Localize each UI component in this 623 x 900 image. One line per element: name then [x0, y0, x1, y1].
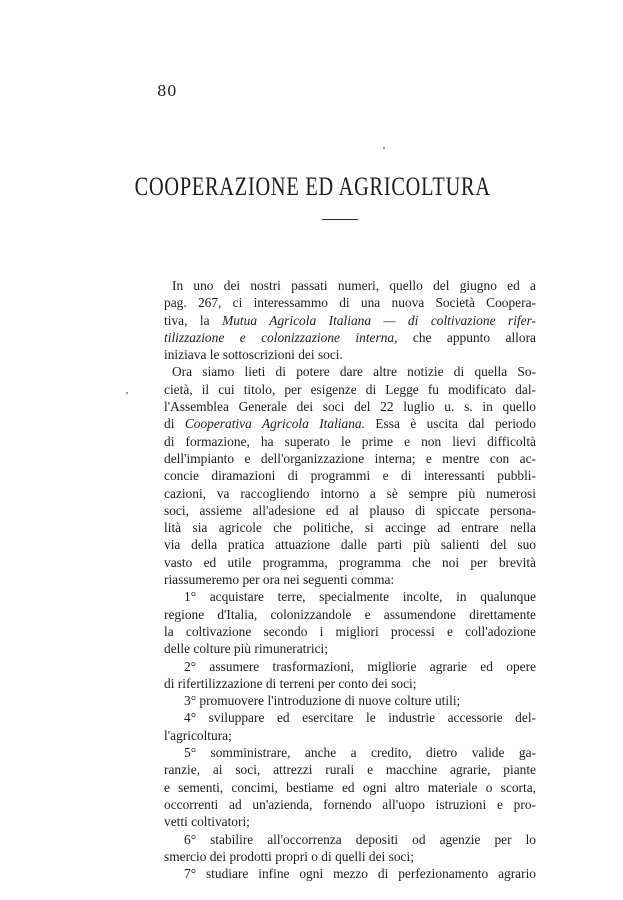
text-run: 3° promuovere l'introduzione di nuove colture utili;: [184, 693, 461, 709]
text-line: [164, 623, 536, 640]
text-run: regione d'Italia, colonizzandole e assumendone direttamente: [164, 606, 536, 622]
text-run: soci, assieme all'adesione ed al plauso di spiccate persona-: [164, 502, 536, 518]
text-line: [164, 761, 536, 778]
text-run: vetti coltivatori;: [164, 814, 250, 830]
text-run: cietà, il cui titolo, per esigenze di Legge fu modificato dal-: [164, 381, 536, 397]
text-line: [164, 571, 536, 588]
title-rule: [322, 219, 358, 220]
text-line: [164, 502, 536, 519]
text-run: Essa è uscita dal periodo: [364, 416, 536, 432]
text-line: [164, 848, 536, 865]
text-line: [164, 744, 536, 761]
text-line: [164, 536, 536, 553]
text-run: la coltivazione secondo i migliori processi e coll'adozione: [164, 623, 536, 639]
text-run: dell'impianto e dell'organizzazione interna; e mentre con ac-: [164, 450, 536, 466]
text-line: [164, 485, 536, 502]
text-line: [164, 779, 536, 796]
text-run: In uno dei nostri passati numeri, quello del giugno ed a: [172, 278, 536, 293]
text-line: [164, 294, 536, 311]
text-line: [164, 606, 536, 623]
text-run: 2° assumere trasformazioni, migliorie agrarie ed opere: [184, 658, 536, 674]
text-line: [164, 346, 536, 363]
text-line: [164, 433, 536, 450]
text-line: [164, 415, 536, 432]
text-run: che appunto allora: [397, 329, 536, 345]
text-line: [164, 709, 536, 726]
italic-text: Mutua Agricola Italiana — di coltivazione rifer-: [222, 312, 537, 328]
italic-text: tilizzazione e colonizzazione interna,: [164, 329, 398, 345]
text-run: di formazione, ha superato le prime e non lievi difficoltà: [164, 433, 536, 449]
text-line: [164, 865, 536, 882]
article-body: [164, 277, 536, 882]
text-run: vasto ed utile programma, programma che noi per brevità: [164, 554, 536, 570]
text-line: [164, 658, 536, 675]
article-title: COOPERAZIONE ED AGRICOLTURA: [134, 172, 491, 201]
text-line: [164, 312, 536, 329]
text-run: di rifertilizzazione di terreni per conto dei soci;: [164, 675, 417, 691]
text-line: [164, 329, 536, 346]
text-run: pag. 267, ci interessammo di una nuova Società Coopera-: [164, 295, 536, 311]
text-line: [164, 519, 536, 536]
text-run: lità sia agricole che politiche, si accinge ad entrare nella: [164, 520, 536, 536]
text-run: iniziava le sottoscrizioni dei soci.: [164, 347, 343, 363]
text-run: concie diramazioni di programmi e di interessanti pubbli-: [164, 468, 536, 484]
page-number: 80: [157, 82, 178, 100]
text-run: 7° studiare infine ogni mezzo di perfezionamento agrario: [184, 866, 536, 882]
text-run: cazioni, va raccogliendo intorno a sè sempre più numerosi: [164, 485, 536, 501]
speck: [126, 392, 128, 394]
text-line: [164, 675, 536, 692]
text-run: riassumeremo per ora nei seguenti comma:: [164, 572, 395, 588]
text-line: [164, 727, 536, 744]
text-run: via della pratica attuazione dalle parti più salienti del suo: [164, 537, 536, 553]
speck: [383, 147, 385, 149]
text-run: l'agricoltura;: [164, 727, 232, 743]
text-line: [164, 588, 536, 605]
text-line: [164, 467, 536, 484]
text-line: [164, 277, 536, 294]
text-run: 6° stabilire all'occorrenza depositi od agenzie per lo: [184, 831, 536, 847]
text-line: [164, 381, 536, 398]
text-line: [164, 796, 536, 813]
text-run: l'Assemblea Generale dei soci del 22 luglio u. s. in quello: [164, 399, 536, 415]
text-run: tiva, la: [164, 312, 223, 328]
text-run: occorrenti ad un'azienda, fornendo all'uopo istruzioni e pro-: [164, 796, 536, 812]
text-line: [164, 831, 536, 848]
text-line: [164, 640, 536, 657]
text-line: [164, 692, 536, 709]
text-run: 5° somministrare, anche a credito, dietro valide ga-: [184, 745, 536, 761]
text-run: delle colture più rimuneratrici;: [164, 641, 328, 657]
text-run: smercio dei prodotti propri o di quelli dei soci;: [164, 848, 414, 864]
text-run: 4° sviluppare ed esercitare le industrie accessorie del-: [184, 710, 536, 726]
italic-text: Cooperativa Agricola Italiana.: [184, 416, 365, 432]
text-line: [164, 363, 536, 380]
text-run: ranzie, ai soci, attrezzi rurali e macchine agrarie, piante: [164, 762, 536, 778]
text-line: [164, 398, 536, 415]
text-run: Ora siamo lieti di potere dare altre notizie di quella So-: [172, 364, 536, 380]
text-line: [164, 813, 536, 830]
text-run: di: [164, 416, 185, 432]
text-run: 1° acquistare terre, specialmente incolte, in qualunque: [184, 589, 536, 605]
text-line: [164, 554, 536, 571]
text-line: [164, 450, 536, 467]
text-run: e sementi, concimi, bestiame ed ogni altro materiale o scorta,: [164, 779, 536, 795]
